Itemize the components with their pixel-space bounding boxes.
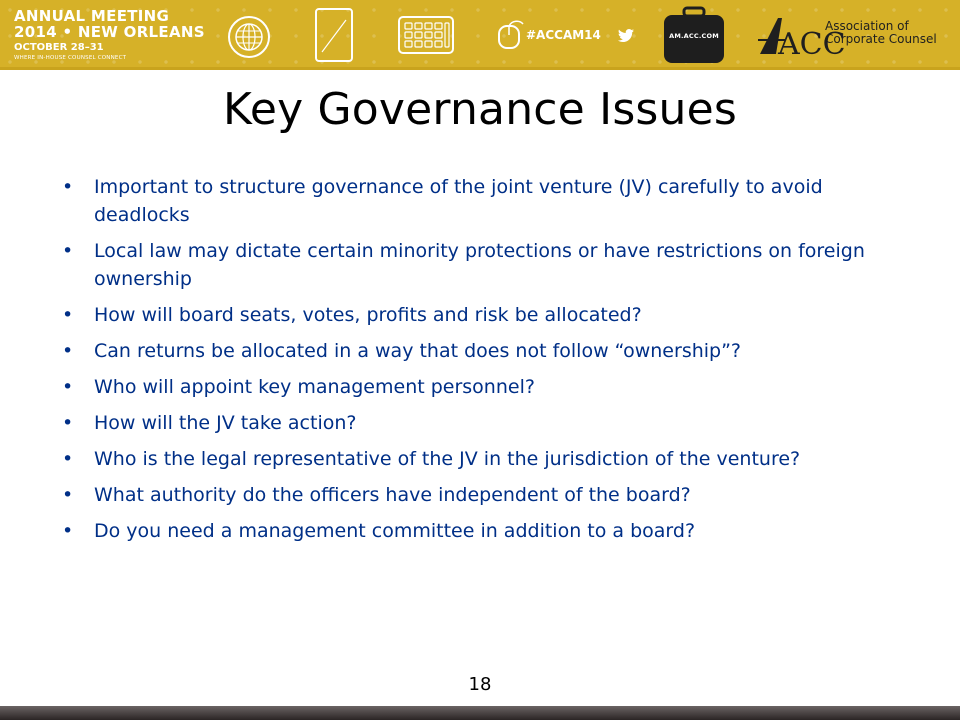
meeting-dates: OCTOBER 28–31 <box>14 42 104 53</box>
bullet-item <box>62 237 912 293</box>
bullet-marker: • <box>62 304 74 326</box>
event-hashtag: #ACCAM14 <box>526 28 601 42</box>
keyboard-icon <box>397 15 455 55</box>
meeting-title: ANNUAL MEETING <box>14 7 170 25</box>
meeting-tagline: WHERE IN-HOUSE COUNSEL CONNECT <box>14 55 127 61</box>
bullet-text: Do you need a management committee in addition to a board? <box>94 520 696 542</box>
bullet-item <box>62 373 912 401</box>
bullet-marker: • <box>62 176 74 198</box>
page-number: 18 <box>468 674 492 695</box>
bullet-text: Who is the legal representative of the JV in the jurisdiction of the venture? <box>94 448 801 470</box>
bullet-marker: • <box>62 240 74 262</box>
bullet-item <box>62 517 912 545</box>
slide-title: Key Governance Issues <box>222 84 738 135</box>
bullet-item <box>62 337 912 365</box>
event-website: AM.ACC.COM <box>669 32 719 40</box>
header-banner <box>0 0 960 70</box>
bullet-text: Who will appoint key management personnel? <box>94 376 535 398</box>
bullet-marker: • <box>62 484 74 506</box>
bullet-list <box>62 173 912 553</box>
bullet-item <box>62 409 912 437</box>
tablet-icon <box>313 6 355 64</box>
bullet-item <box>62 301 912 329</box>
bullet-text: Local law may dictate certain minority protections or have restrictions on foreign ownership <box>94 240 865 290</box>
bullet-marker: • <box>62 520 74 542</box>
acc-logo-text: ACC <box>778 27 846 62</box>
bullet-item <box>62 481 912 509</box>
acc-logo-icon <box>758 14 846 62</box>
association-name-line1: Association of <box>825 19 909 33</box>
bullet-text: What authority do the officers have independent of the board? <box>94 484 691 506</box>
bullet-marker: • <box>62 448 74 470</box>
association-name <box>825 20 955 46</box>
bullet-marker: • <box>62 412 74 434</box>
meeting-year-city: 2014 • NEW ORLEANS <box>14 23 205 41</box>
bullet-text: Can returns be allocated in a way that does not follow “ownership”? <box>94 340 742 362</box>
bullet-marker: • <box>62 376 74 398</box>
bullet-text: Important to structure governance of the joint venture (JV) carefully to avoid deadlocks <box>94 176 823 226</box>
bullet-text: How will the JV take action? <box>94 412 357 434</box>
bullet-marker: • <box>62 340 74 362</box>
footer-bar <box>0 706 960 720</box>
annual-meeting-logo <box>14 9 209 62</box>
bullet-item <box>62 173 912 229</box>
mouse-icon <box>496 18 526 54</box>
association-name-line2: Corporate Counsel <box>825 32 937 46</box>
twitter-bird-icon <box>618 29 634 42</box>
bullet-text: How will board seats, votes, profits and risk be allocated? <box>94 304 642 326</box>
globe-icon <box>226 14 272 60</box>
bullet-item <box>62 445 912 473</box>
